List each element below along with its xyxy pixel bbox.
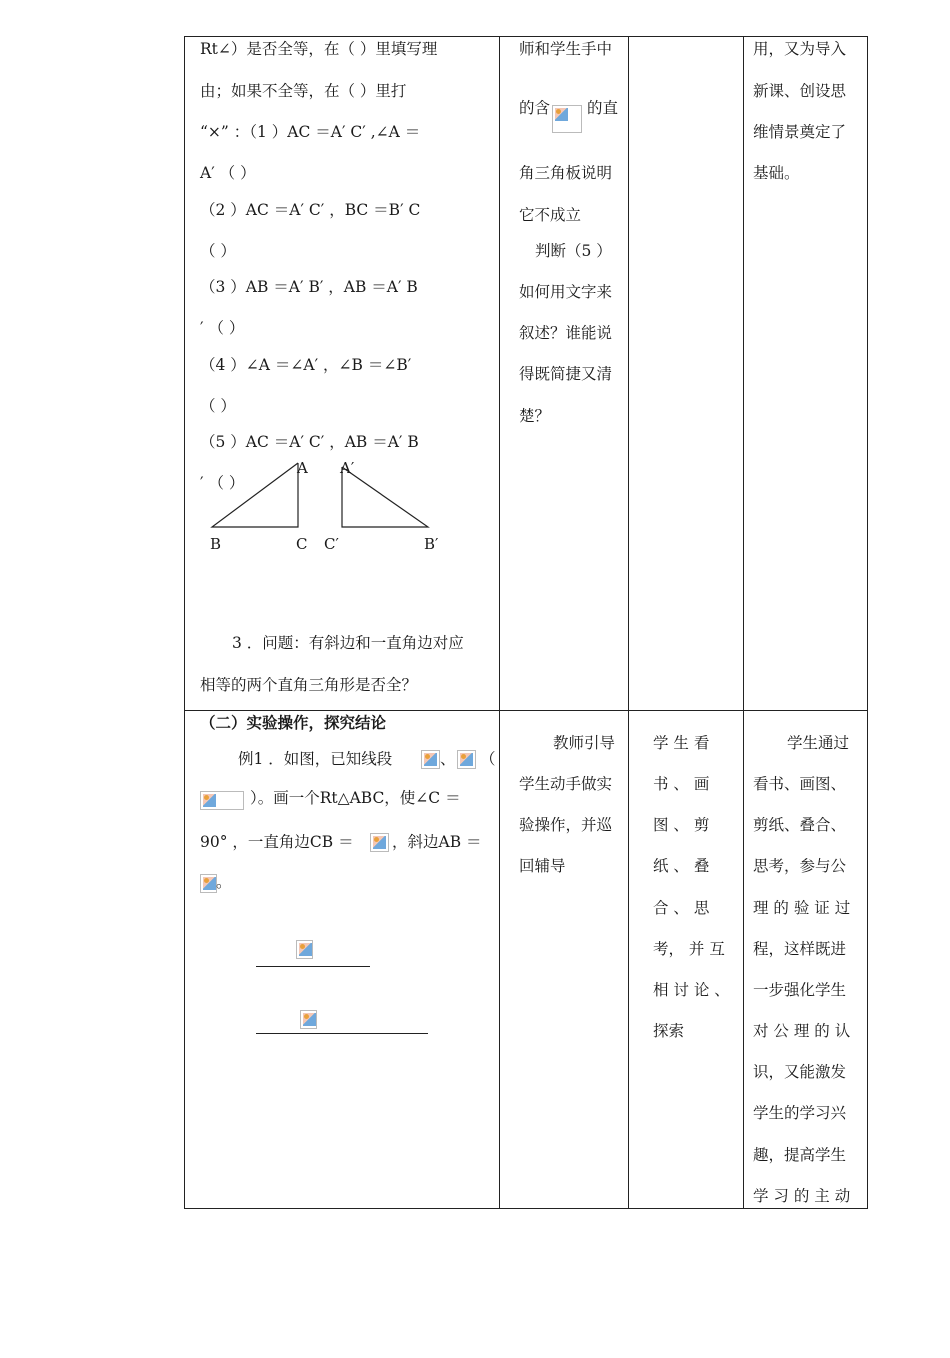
segment-b-image-placeholder (457, 750, 476, 769)
design-purpose-line-1: 学生通过 (787, 734, 850, 752)
design-purpose-line-7: 一步强化学生 (753, 981, 847, 999)
teacher-activity-line-7: 叙述？谁能说 (519, 324, 613, 342)
student-activity-line-8: 探索 (653, 1022, 685, 1040)
teacher-activity-line-2a: 的含 (519, 99, 551, 117)
teacher-activity-line-4: 它不成立 (519, 206, 582, 224)
segment-a-image-placeholder (421, 750, 440, 769)
design-intent-line-3: 维情景奠定了 (753, 123, 847, 141)
student-activity-line-5: 合 、 思 (653, 899, 710, 917)
example-line-1b: 、 (440, 750, 456, 768)
vertex-label-c: C (296, 535, 308, 553)
design-purpose-line-3: 剪纸、叠合、 (753, 816, 847, 834)
exercise-line-1: Rt∠）是否全等，在（ ）里填写理 (200, 40, 438, 58)
exercise-line-7: （3 ）AB ＝A′ B′ ，AB ＝A′ B (200, 278, 418, 296)
design-purpose-line-4: 思考，参与公 (753, 857, 847, 875)
teacher-guide-line-1: 教师引导 (553, 734, 616, 752)
given-segment-1 (256, 966, 370, 967)
exercise-line-4: A′ （ ） (200, 164, 256, 182)
student-activity-line-6: 考， 并 互 (653, 940, 725, 958)
question-line-2: 相等的两个直角三角形是否全？ (200, 676, 418, 694)
vertex-label-a-prime: A′ (340, 459, 355, 477)
exercise-line-3: “×” ：（1 ）AC ＝A′ C′ ,∠A ＝ (200, 123, 421, 141)
section-heading: （二）实验操作，探究结论 (200, 713, 387, 732)
exercise-line-10: （ ） (200, 397, 236, 415)
triangle-a2b2c2 (342, 467, 428, 527)
example-line-3b: ，斜边AB ＝ (392, 833, 482, 851)
triangle-abc (212, 463, 298, 527)
design-purpose-line-8: 对 公 理 的 认 (753, 1022, 851, 1040)
design-purpose-line-5: 理 的 验 证 过 (753, 899, 851, 917)
vertex-label-b: B (210, 535, 222, 553)
teacher-activity-line-2b: 的直 (587, 99, 619, 117)
design-intent-line-1: 用，又为导入 (753, 40, 847, 58)
example-line-1a: 例1 ．如图，已知线段 (238, 750, 393, 768)
question-line-1: 3 ．问题：有斜边和一直角边对应 (232, 634, 464, 652)
design-purpose-line-6: 程，这样既进 (753, 940, 847, 958)
student-activity-line-2: 书 、 画 (653, 775, 710, 793)
design-purpose-line-9: 识，又能激发 (753, 1063, 847, 1081)
segment-2-label-image (300, 1010, 317, 1029)
angle-image-placeholder (552, 105, 582, 133)
teacher-activity-line-9: 楚？ (519, 407, 551, 425)
student-activity-line-7: 相 讨 论 、 (653, 981, 730, 999)
example-line-1c: （ (480, 750, 496, 768)
given-segment-2 (256, 1033, 428, 1034)
vertex-label-b-prime: B′ (424, 535, 439, 553)
exercise-line-2: 由；如果不全等，在（ ）里打 (200, 82, 407, 100)
example-line-2: ）。画一个Rt△ABC，使∠C ＝ (250, 789, 461, 807)
student-activity-line-4: 纸 、 叠 (653, 857, 710, 875)
hypotenuse-image-placeholder (200, 874, 217, 893)
exercise-line-9: （4 ）∠A ＝∠A′ ，∠B ＝∠B′ (200, 356, 412, 374)
example-line-4: 。 (216, 873, 232, 891)
exercise-line-5: （2 ）AC ＝A′ C′ ，BC ＝B′ C (200, 201, 421, 219)
vertex-label-a: A (297, 459, 308, 477)
teacher-guide-line-3: 验操作，并巡 (519, 816, 613, 834)
design-purpose-line-12: 学 习 的 主 动 (753, 1187, 851, 1205)
design-purpose-line-2: 看书、画图、 (753, 775, 847, 793)
condition-image-placeholder (200, 791, 244, 810)
segment-1-label-image (296, 940, 313, 959)
leg-cb-image-placeholder (370, 833, 389, 852)
design-intent-line-4: 基础。 (753, 164, 800, 182)
teacher-activity-line-3: 角三角板说明 (519, 164, 613, 182)
example-line-3a: 90° ，一直角边CB ＝ (200, 833, 354, 851)
design-purpose-line-11: 趣，提高学生 (753, 1146, 847, 1164)
exercise-line-6: （ ） (200, 242, 236, 260)
teacher-guide-line-2: 学生动手做实 (519, 775, 613, 793)
design-purpose-line-10: 学生的学习兴 (753, 1104, 847, 1122)
teacher-guide-line-4: 回辅导 (519, 857, 566, 875)
exercise-line-11: （5 ）AC ＝A′ C′ ，AB ＝A′ B (200, 433, 419, 451)
student-activity-line-1: 学 生 看 (653, 734, 710, 752)
student-activity-line-3: 图 、 剪 (653, 816, 710, 834)
design-intent-line-2: 新课、创设思 (753, 82, 847, 100)
teacher-activity-line-5: 判断（5 ） (535, 242, 612, 260)
exercise-line-12: ′ （ ） (200, 474, 245, 492)
teacher-activity-line-1: 师和学生手中 (519, 40, 613, 58)
teacher-activity-line-8: 得既简捷又清 (519, 365, 613, 383)
exercise-line-8: ′ （ ） (200, 319, 245, 337)
vertex-label-c-prime: C′ (324, 535, 339, 553)
teacher-activity-line-6: 如何用文字来 (519, 283, 613, 301)
